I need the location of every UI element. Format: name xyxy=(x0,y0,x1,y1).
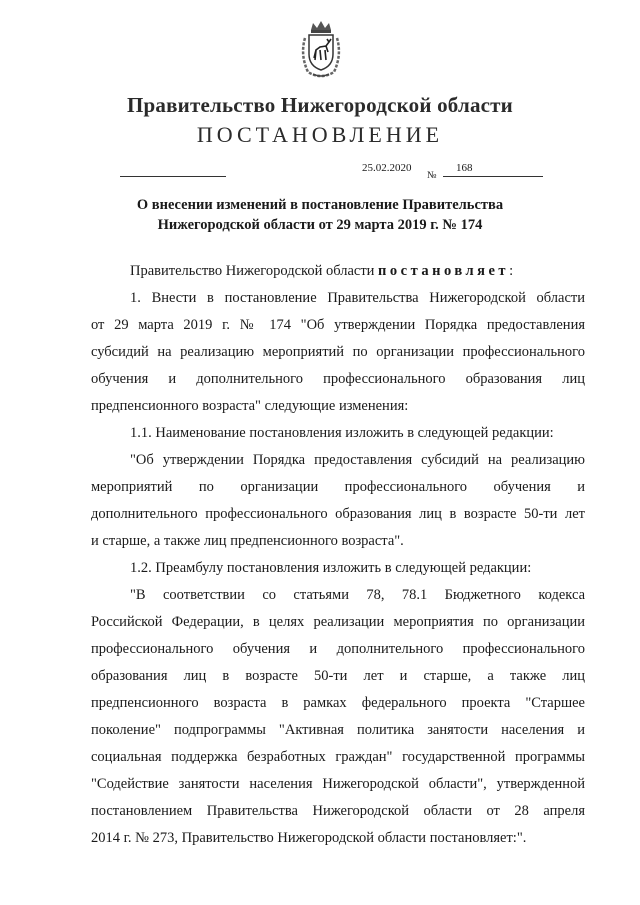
item-1-2-quote xyxy=(91,582,585,852)
intro-colon: : xyxy=(509,263,514,279)
text-line: обучения и дополнительного профессионального образования лиц xyxy=(91,371,585,387)
subject-line: О внесении изменений в постановление Правительства xyxy=(136,197,504,213)
item-1-2-paragraph: 1.2. Преамбулу постановления изложить в следующей редакции: xyxy=(130,560,532,576)
item-1-1-paragraph: 1.1. Наименование постановления изложить в следующей редакции: xyxy=(130,425,554,441)
text-line: профессионального обучения и дополнительного профессионального xyxy=(91,641,585,657)
left-blank-rule xyxy=(120,176,226,177)
document-subject xyxy=(90,195,550,235)
organization-title: Правительство Нижегородской области xyxy=(127,93,513,117)
intro-paragraph xyxy=(91,258,585,285)
text-line: образования лиц в возрасте 50-ти лет и старше, а также лиц xyxy=(91,668,585,684)
text-line: "В соответствии со статьями 78, 78.1 Бюджетного кодекса xyxy=(130,587,585,603)
text-line: поколение" подпрограммы "Активная политика занятости населения и xyxy=(91,722,585,738)
number-sign: № xyxy=(427,170,437,181)
text-line: дополнительного профессионального образования лиц в возрасте 50-ти лет xyxy=(91,506,585,522)
number-rule xyxy=(443,176,543,177)
text-line: постановлением Правительства Нижегородской области от 28 апреля xyxy=(91,803,585,819)
text-line: мероприятий по организации профессионального обучения и xyxy=(91,479,585,495)
text-line: и старше, а также лиц предпенсионного возраста". xyxy=(91,533,404,549)
text-line: субсидий на реализацию мероприятий по организации профессионального xyxy=(91,344,585,360)
document-date: 25.02.2020 xyxy=(362,162,412,174)
item-1-paragraph xyxy=(91,285,585,420)
document-type: ПОСТАНОВЛЕНИЕ xyxy=(196,122,444,147)
text-line: 2014 г. № 273, Правительство Нижегородской области постановляет:". xyxy=(91,830,527,846)
text-line: социальная поддержка безработных граждан" государственной программы xyxy=(91,749,585,765)
text-line: "Содействие занятости населения Нижегородской области", утвержденной xyxy=(91,776,585,792)
coat-of-arms-emblem xyxy=(298,20,344,78)
item-1-1-quote xyxy=(91,447,585,555)
text-line: Российской Федерации, в целях реализации мероприятия по организации xyxy=(91,614,585,630)
intro-decree-word: постановляет xyxy=(378,263,510,279)
text-line: от 29 марта 2019 г. № 174 "Об утверждении Порядка предоставления xyxy=(91,317,585,333)
document-number: 168 xyxy=(456,162,473,174)
text-line: предпенсионного возраста в рамках федерального проекта "Старшее xyxy=(91,695,585,711)
text-line: предпенсионного возраста" следующие изменения: xyxy=(91,398,409,414)
intro-lead: Правительство Нижегородской области xyxy=(130,263,375,279)
subject-line: Нижегородской области от 29 марта 2019 г. № 174 xyxy=(157,217,483,233)
text-line: 1. Внести в постановление Правительства Нижегородской области xyxy=(130,290,585,306)
text-line: "Об утверждении Порядка предоставления субсидий на реализацию xyxy=(130,452,585,468)
